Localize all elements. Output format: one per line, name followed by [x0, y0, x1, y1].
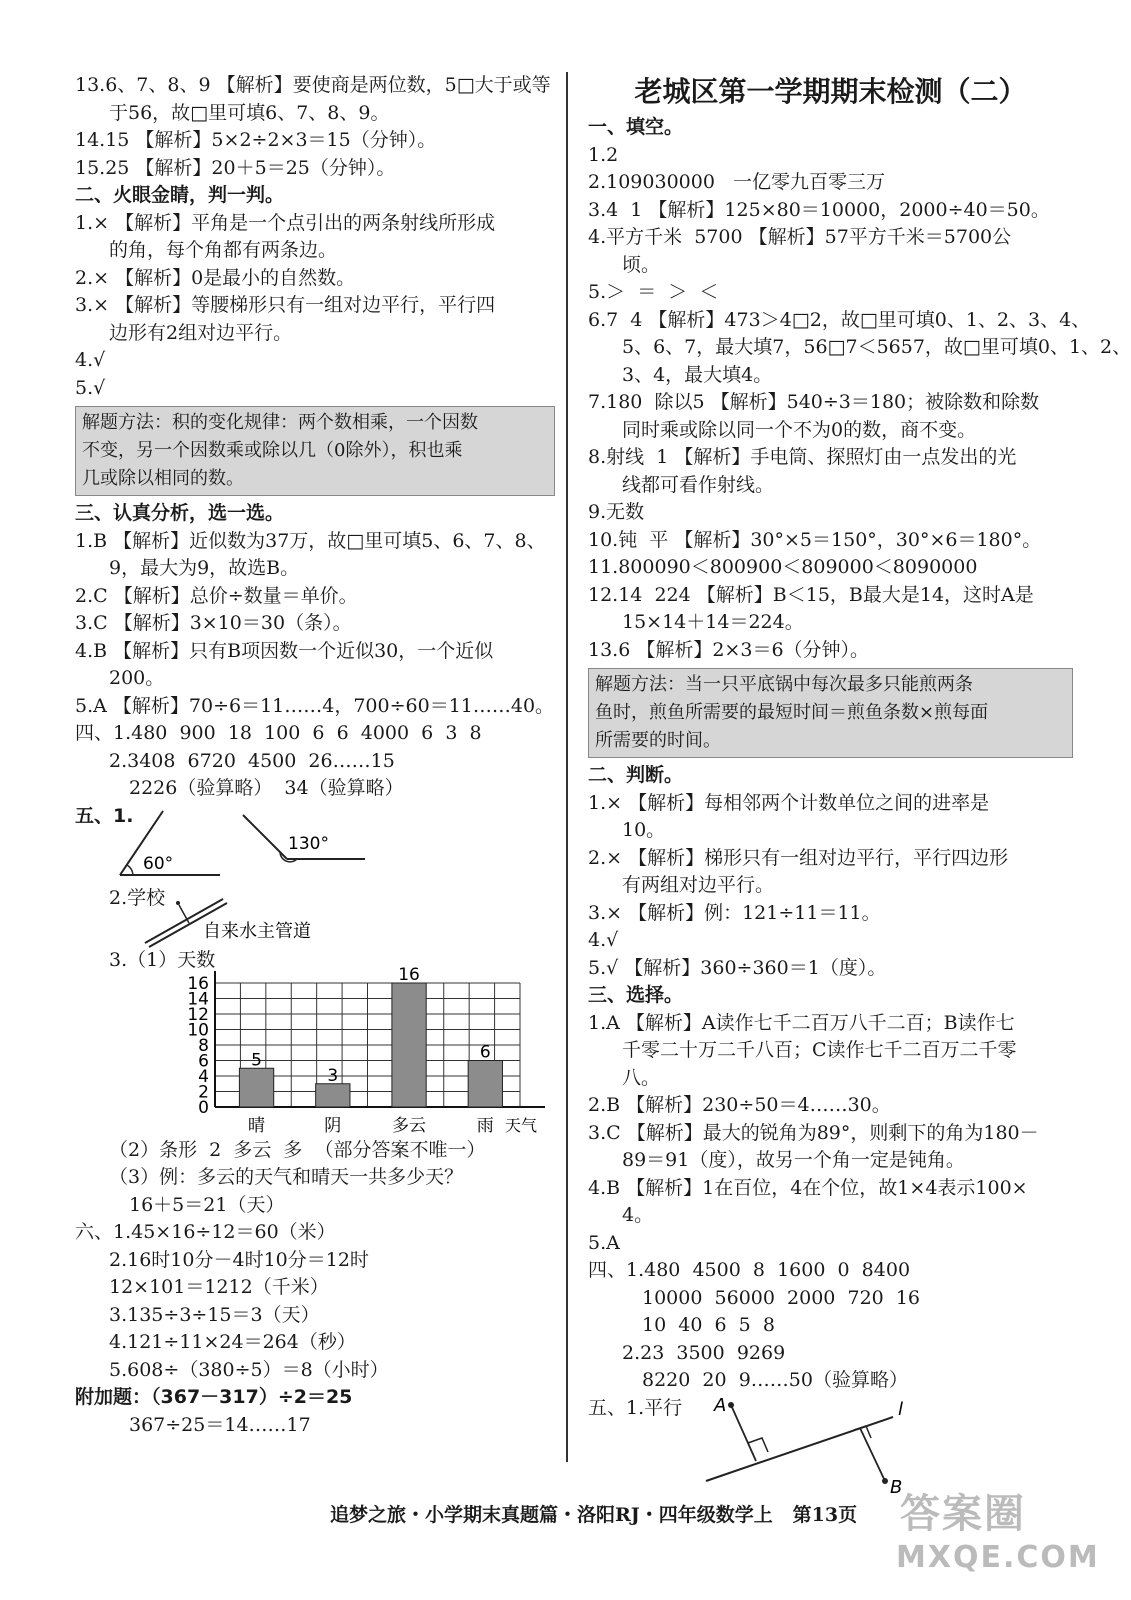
angle-label-130: 130° — [288, 833, 329, 854]
parallel-drawing — [588, 1394, 1073, 1498]
parallel-figure — [588, 1394, 1073, 1498]
answer-line: 的角，每个角都有两条边。 — [109, 239, 338, 261]
answer-line: 3.C 【解析】3×10＝30（条）。 — [75, 612, 352, 634]
x-tick-label: 阴 — [324, 1115, 342, 1136]
answer-line: 1.× 【解析】平角是一个点引出的两条射线所形成 — [75, 211, 496, 234]
y-tick-label: 16 — [187, 973, 209, 994]
answer-line: 7.180 除以5 【解析】540÷3＝180；被除数和除数 — [588, 391, 1040, 413]
y-tick-label: 14 — [187, 989, 209, 1009]
answer-line: 2226（验算略） 34（验算略） — [129, 777, 404, 799]
x-tick-label: 多云 — [392, 1115, 427, 1136]
bar-chart — [75, 947, 555, 1137]
answer-line: 2.109030000 一亿零九百零三万 — [588, 171, 886, 193]
page-footer: 追梦之旅・小学期末真题篇・洛阳RJ・四年级数学上 第13页 — [330, 1504, 858, 1526]
answer-line: 10 40 6 5 8 — [642, 1314, 775, 1336]
answer-line: 5.√ 【解析】360÷360＝1（度）。 — [588, 956, 887, 979]
answer-line: 13.6、7、8、9 【解析】要使商是两位数，5□大于或等 — [75, 74, 551, 96]
watermark-url: MXQE.COM — [896, 1540, 1100, 1575]
answer-line: 4.平方千米 5700 【解析】57平方千米＝5700公 — [588, 226, 1012, 248]
answer-line: 3.C 【解析】最大的锐角为89°，则剩下的角为180－ — [588, 1121, 1039, 1144]
answer-line: 2.23 3500 9269 — [622, 1341, 786, 1364]
method-tip-box: 解题方法：积的变化规律：两个数相乘，一个因数 不变，另一个因数乘或除以几（0除外），积也乘 几或除以相同的数。 — [75, 406, 555, 496]
answer-line: 有两组对边平行。 — [622, 874, 775, 896]
answer-line: 四、1.480 4500 8 1600 0 8400 — [588, 1259, 911, 1281]
answer-line: 9，最大为9，故选B。 — [109, 557, 300, 579]
point-b-label: B — [890, 1476, 903, 1498]
left-column — [75, 72, 555, 1439]
pipe-drawing — [75, 885, 555, 947]
answer-line: 3.4 1 【解析】125×80＝10000，2000÷40＝50。 — [588, 198, 1050, 221]
bonus-question: 附加题：（367－317）÷2＝25 — [75, 1386, 353, 1408]
answer-line: （2）条形 2 多云 多 （部分答案不唯一） — [109, 1138, 486, 1161]
answer-line: 4.√ — [588, 929, 619, 951]
answer-line: 3、4，最大填4。 — [622, 363, 773, 386]
bar-value-label: 5 — [251, 1049, 262, 1070]
answer-line: 4.B 【解析】只有B项因数一个近似30，一个近似 — [75, 639, 494, 662]
bar — [316, 1083, 350, 1106]
pipe-label: 自来水主管道 — [203, 920, 311, 942]
answer-line: 3.× 【解析】等腰梯形只有一组对边平行，平行四 — [75, 294, 496, 316]
answer-line: 1.2 — [588, 143, 619, 166]
answer-line: 1.B 【解析】近似数为37万，故□里可填5、6、7、8、 — [75, 529, 546, 552]
answer-line: 2.C 【解析】总价÷数量＝单价。 — [75, 584, 358, 607]
answer-line: 5.＞ ＝ ＞ ＜ — [588, 281, 719, 303]
answer-line: 顷。 — [622, 253, 661, 276]
answer-line: 4.√ — [75, 349, 106, 371]
school-label: 2.学校 — [109, 886, 166, 909]
page-title: 老城区第一学期期末检测（二） — [634, 75, 1027, 108]
angle-label-60: 60° — [143, 853, 174, 874]
y-tick-label: 4 — [198, 1066, 209, 1087]
section-heading: 五、1. — [75, 804, 134, 827]
bar — [239, 1068, 273, 1107]
answer-line: 2.× 【解析】梯形只有一组对边平行，平行四边形 — [588, 846, 1009, 869]
answer-line: 200。 — [109, 667, 165, 689]
answer-line: 15×14＋14＝224。 — [622, 611, 804, 633]
column-divider — [566, 72, 568, 1462]
answer-line: 2.B 【解析】230÷50＝4……30。 — [588, 1094, 891, 1116]
section-heading: 三、选择。 — [588, 984, 684, 1006]
answer-line: 10.钝 平 【解析】30°×5＝150°，30°×6＝180°。 — [588, 528, 1042, 551]
answer-line: （3）例：多云的天气和晴天一共多少天？ — [109, 1166, 464, 1188]
x-axis-label: 天气 — [505, 1115, 538, 1135]
answer-line: 线都可看作射线。 — [622, 473, 775, 496]
bar-value-label: 6 — [479, 1042, 491, 1062]
answer-line: 5、6、7，最大填7，56□7＜5657，故□里可填0、1、2、 — [622, 336, 1131, 358]
answer-line: 12.14 224 【解析】B＜15，B最大是14，这时A是 — [588, 583, 1034, 606]
right-column — [588, 72, 1131, 1498]
answer-line: 9.无数 — [588, 501, 645, 523]
point-a-label: A — [714, 1394, 727, 1416]
answer-line: 89＝91（度），故另一个角一定是钝角。 — [622, 1149, 965, 1171]
answer-line: 12×101＝1212（千米） — [109, 1276, 329, 1298]
chart-question: 3.（1）天数 — [109, 948, 216, 971]
section-heading: 一、填空。 — [588, 116, 684, 138]
y-tick-label: 10 — [187, 1020, 209, 1040]
answer-line: 3.135÷3÷15＝3（天） — [109, 1303, 320, 1326]
answer-line: 5.A 【解析】70÷6＝11……4，700÷60＝11……40。 — [75, 694, 555, 717]
answer-line: 3.× 【解析】例：121÷11＝11。 — [588, 901, 881, 924]
y-tick-label: 0 — [198, 1097, 209, 1118]
angle-figure — [75, 803, 555, 885]
section-heading: 三、认真分析，选一选。 — [75, 502, 285, 524]
angle-drawing — [75, 803, 555, 885]
answer-line: 8.射线 1 【解析】手电筒、探照灯由一点发出的光 — [588, 446, 1017, 468]
answer-line: 5.√ — [75, 376, 106, 399]
x-tick-label: 雨 — [476, 1115, 494, 1136]
answer-line: 5.608÷（380÷5）＝8（小时） — [109, 1358, 389, 1381]
bar-value-label: 16 — [398, 964, 420, 985]
bar-value-label: 3 — [327, 1065, 339, 1086]
answer-line: 10000 56000 2000 720 16 — [642, 1286, 920, 1309]
line-l-label: l — [898, 1398, 904, 1420]
answer-line: 2.× 【解析】0是最小的自然数。 — [75, 266, 356, 289]
bar — [392, 983, 426, 1107]
answer-line: 10。 — [622, 819, 666, 841]
section-heading: 二、火眼金睛，判一判。 — [75, 184, 285, 206]
answer-line: 11.800090＜800900＜809000＜8090000 — [588, 556, 978, 578]
answer-line: 1.A 【解析】A读作七千二百万八千二百；B读作七 — [588, 1011, 1015, 1034]
section-heading: 二、判断。 — [588, 764, 684, 786]
answer-line: 边形有2组对边平行。 — [109, 321, 293, 344]
answer-line: 13.6 【解析】2×3＝6（分钟）。 — [588, 638, 870, 661]
bar — [468, 1060, 502, 1107]
answer-line: 367÷25＝14……17 — [129, 1413, 311, 1436]
y-tick-label: 8 — [198, 1035, 209, 1056]
answer-line: 5.A — [588, 1231, 620, 1254]
answer-line: 同时乘或除以同一个不为0的数，商不变。 — [622, 418, 977, 441]
bar-chart-figure — [75, 947, 555, 1137]
section-heading: 五、1.平行 — [588, 1396, 683, 1419]
y-tick-label: 6 — [198, 1051, 209, 1071]
y-tick-label: 2 — [198, 1082, 209, 1102]
answer-line: 8220 20 9……50（验算略） — [642, 1369, 908, 1391]
answer-line: 千零二十万二千八百；C读作七千二百万二千零 — [622, 1039, 1017, 1061]
y-tick-label: 12 — [187, 1004, 209, 1025]
watermark-logo: 答案圈 — [900, 1491, 1026, 1537]
answer-line: 于56，故□里可填6、7、8、9。 — [109, 101, 390, 124]
method-tip-box: 解题方法：当一只平底锅中每次最多只能煎两条 鱼时，煎鱼所需要的最短时间＝煎鱼条数×煎每面 所需要的时间。 — [588, 668, 1073, 758]
answer-line: 15.25 【解析】20＋5＝25（分钟）。 — [75, 156, 396, 179]
answer-line: 八。 — [622, 1066, 661, 1089]
answer-line: 4.121÷11×24＝264（秒） — [109, 1331, 356, 1353]
answer-line: 2.16时10分－4时10分＝12时 — [109, 1248, 369, 1271]
answer-line: 2.3408 6720 4500 26……15 — [109, 749, 395, 772]
answer-line: 4.B 【解析】1在百位，4在个位，故1×4表示100× — [588, 1176, 1028, 1199]
answer-line: 六、1.45×16÷12＝60（米） — [75, 1221, 336, 1243]
answer-line: 4。 — [622, 1204, 654, 1226]
answer-line: 6.7 4 【解析】473＞4□2，故□里可填0、1、2、3、4、 — [588, 308, 1091, 331]
answer-line: 四、1.480 900 18 100 6 6 4000 6 3 8 — [75, 722, 482, 744]
answer-line: 14.15 【解析】5×2÷2×3＝15（分钟）。 — [75, 129, 437, 151]
answer-line: 1.× 【解析】每相邻两个计数单位之间的进率是 — [588, 791, 990, 814]
x-tick-label: 晴 — [248, 1115, 266, 1136]
pipe-figure — [75, 885, 555, 947]
answer-line: 16＋5＝21（天） — [129, 1193, 285, 1216]
